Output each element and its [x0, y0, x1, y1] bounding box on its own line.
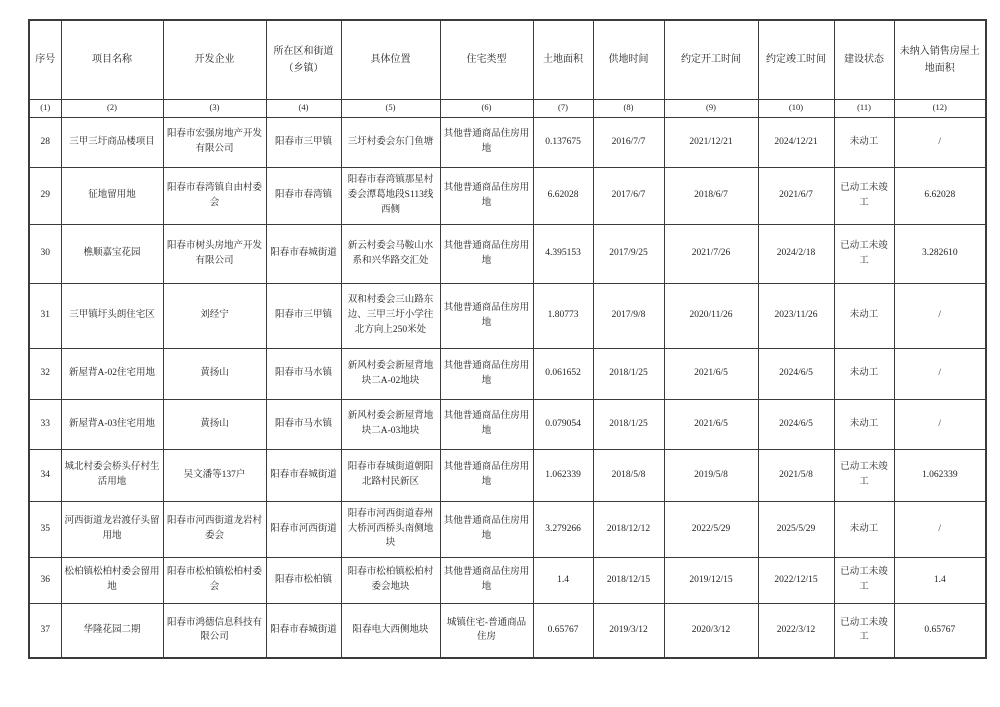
cell-location: 阳春市春城街道朝阳北路村民新区	[341, 449, 440, 501]
table-row	[29, 167, 986, 224]
cell-agreed-completion-date: 2022/3/12	[758, 603, 834, 658]
cell-housing-type: 其他普通商品住房用地	[440, 449, 533, 501]
cell-seq: 34	[29, 449, 61, 501]
cell-housing-type: 其他普通商品住房用地	[440, 224, 533, 283]
cell-unsold-land-area: 6.62028	[894, 167, 986, 224]
cell-developer: 阳春市春湾镇自由村委会	[163, 167, 266, 224]
table-row	[29, 603, 986, 658]
cell-construction-status: 已动工未竣工	[834, 557, 894, 603]
cell-unsold-land-area: 1.4	[894, 557, 986, 603]
cell-land-area: 0.137675	[533, 117, 593, 167]
cell-seq: 37	[29, 603, 61, 658]
cell-project-name: 三甲三圩商品楼项目	[61, 117, 163, 167]
cell-district-street: 阳春市春湾镇	[266, 167, 341, 224]
column-number: (10)	[758, 99, 834, 117]
cell-location: 阳春电大西侧地块	[341, 603, 440, 658]
cell-land-area: 3.279266	[533, 501, 593, 557]
cell-seq: 36	[29, 557, 61, 603]
cell-housing-type: 城镇住宅-普通商品住房	[440, 603, 533, 658]
cell-seq: 29	[29, 167, 61, 224]
cell-project-name: 新屋背A-02住宅用地	[61, 348, 163, 399]
cell-seq: 33	[29, 399, 61, 449]
cell-agreed-start-date: 2020/3/12	[664, 603, 758, 658]
cell-land-area: 4.395153	[533, 224, 593, 283]
cell-construction-status: 已动工未竣工	[834, 224, 894, 283]
header-developer: 开发企业	[163, 20, 266, 99]
cell-agreed-completion-date: 2024/6/5	[758, 399, 834, 449]
header-supply-date: 供地时间	[593, 20, 664, 99]
cell-location: 阳春市松柏镇松柏村委会地块	[341, 557, 440, 603]
cell-location: 三圩村委会东门鱼塘	[341, 117, 440, 167]
cell-seq: 35	[29, 501, 61, 557]
cell-construction-status: 已动工未竣工	[834, 167, 894, 224]
cell-agreed-completion-date: 2024/12/21	[758, 117, 834, 167]
cell-construction-status: 未动工	[834, 399, 894, 449]
cell-agreed-start-date: 2019/5/8	[664, 449, 758, 501]
cell-construction-status: 未动工	[834, 501, 894, 557]
cell-developer: 阳春市树头房地产开发有限公司	[163, 224, 266, 283]
table-row	[29, 399, 986, 449]
cell-housing-type: 其他普通商品住房用地	[440, 557, 533, 603]
cell-agreed-completion-date: 2021/5/8	[758, 449, 834, 501]
column-number: (4)	[266, 99, 341, 117]
column-number: (7)	[533, 99, 593, 117]
header-agreed-start-date: 约定开工时间	[664, 20, 758, 99]
cell-agreed-completion-date: 2024/2/18	[758, 224, 834, 283]
cell-agreed-start-date: 2021/7/26	[664, 224, 758, 283]
cell-housing-type: 其他普通商品住房用地	[440, 399, 533, 449]
cell-developer: 刘经宁	[163, 283, 266, 348]
cell-unsold-land-area: /	[894, 283, 986, 348]
cell-land-area: 1.80773	[533, 283, 593, 348]
header-project-name: 项目名称	[61, 20, 163, 99]
cell-district-street: 阳春市春城街道	[266, 603, 341, 658]
header-location: 具体位置	[341, 20, 440, 99]
cell-supply-date: 2018/12/15	[593, 557, 664, 603]
cell-supply-date: 2018/1/25	[593, 399, 664, 449]
cell-land-area: 0.65767	[533, 603, 593, 658]
cell-project-name: 城北村委会桥头仔村生活用地	[61, 449, 163, 501]
cell-land-area: 0.061652	[533, 348, 593, 399]
cell-housing-type: 其他普通商品住房用地	[440, 348, 533, 399]
cell-project-name: 新屋背A-03住宅用地	[61, 399, 163, 449]
cell-district-street: 阳春市三甲镇	[266, 117, 341, 167]
column-number: (2)	[61, 99, 163, 117]
cell-unsold-land-area: /	[894, 117, 986, 167]
header-seq: 序号	[29, 20, 61, 99]
cell-project-name: 华隆花园二期	[61, 603, 163, 658]
table-body	[29, 117, 986, 658]
cell-project-name: 征地留用地	[61, 167, 163, 224]
cell-location: 阳春市河西街道春州大桥河西桥头南侧地块	[341, 501, 440, 557]
cell-housing-type: 其他普通商品住房用地	[440, 117, 533, 167]
header-agreed-completion-date: 约定竣工时间	[758, 20, 834, 99]
column-number: (3)	[163, 99, 266, 117]
table-row	[29, 224, 986, 283]
header-unsold-land-area: 未纳入销售房屋土地面积	[894, 20, 986, 99]
cell-location: 新风村委会新屋背地块二A-02地块	[341, 348, 440, 399]
cell-housing-type: 其他普通商品住房用地	[440, 167, 533, 224]
cell-supply-date: 2017/9/8	[593, 283, 664, 348]
cell-agreed-start-date: 2021/6/5	[664, 348, 758, 399]
cell-location: 新风村委会新屋背地块二A-03地块	[341, 399, 440, 449]
cell-seq: 28	[29, 117, 61, 167]
cell-agreed-start-date: 2021/6/5	[664, 399, 758, 449]
cell-project-name: 河西街道龙岩渡仔头留用地	[61, 501, 163, 557]
column-number: (5)	[341, 99, 440, 117]
cell-land-area: 1.062339	[533, 449, 593, 501]
cell-agreed-start-date: 2018/6/7	[664, 167, 758, 224]
cell-developer: 阳春市鸿德信息科技有限公司	[163, 603, 266, 658]
cell-construction-status: 已动工未竣工	[834, 449, 894, 501]
cell-supply-date: 2017/6/7	[593, 167, 664, 224]
cell-agreed-completion-date: 2021/6/7	[758, 167, 834, 224]
cell-supply-date: 2018/1/25	[593, 348, 664, 399]
cell-developer: 阳春市河西街道龙岩村委会	[163, 501, 266, 557]
header-district-street: 所在区和街道（乡镇）	[266, 20, 341, 99]
cell-land-area: 1.4	[533, 557, 593, 603]
column-number-row	[29, 99, 986, 117]
table-row	[29, 449, 986, 501]
column-number: (1)	[29, 99, 61, 117]
cell-seq: 30	[29, 224, 61, 283]
cell-supply-date: 2019/3/12	[593, 603, 664, 658]
cell-district-street: 阳春市春城街道	[266, 224, 341, 283]
table-row	[29, 348, 986, 399]
table-row	[29, 501, 986, 557]
table-row	[29, 117, 986, 167]
cell-location: 阳春市春湾镇那星村委会潭葛地段S113线西侧	[341, 167, 440, 224]
table-row	[29, 283, 986, 348]
cell-developer: 阳春市松柏镇松柏村委会	[163, 557, 266, 603]
cell-project-name: 松柏镇松柏村委会留用地	[61, 557, 163, 603]
cell-agreed-start-date: 2022/5/29	[664, 501, 758, 557]
column-number: (11)	[834, 99, 894, 117]
cell-unsold-land-area: /	[894, 399, 986, 449]
cell-district-street: 阳春市春城街道	[266, 449, 341, 501]
cell-seq: 31	[29, 283, 61, 348]
cell-district-street: 阳春市马水镇	[266, 348, 341, 399]
cell-agreed-completion-date: 2023/11/26	[758, 283, 834, 348]
cell-land-area: 6.62028	[533, 167, 593, 224]
cell-construction-status: 未动工	[834, 117, 894, 167]
cell-construction-status: 未动工	[834, 283, 894, 348]
cell-agreed-completion-date: 2022/12/15	[758, 557, 834, 603]
cell-district-street: 阳春市河西街道	[266, 501, 341, 557]
cell-project-name: 樵顺嘉宝花园	[61, 224, 163, 283]
cell-supply-date: 2018/12/12	[593, 501, 664, 557]
cell-unsold-land-area: 1.062339	[894, 449, 986, 501]
cell-construction-status: 已动工未竣工	[834, 603, 894, 658]
cell-agreed-start-date: 2021/12/21	[664, 117, 758, 167]
cell-housing-type: 其他普通商品住房用地	[440, 283, 533, 348]
cell-developer: 吴文潘等137户	[163, 449, 266, 501]
column-number: (9)	[664, 99, 758, 117]
cell-developer: 黄扬山	[163, 348, 266, 399]
header-land-area: 土地面积	[533, 20, 593, 99]
table-header-row	[29, 20, 986, 99]
land-projects-table	[28, 19, 987, 659]
cell-unsold-land-area: /	[894, 501, 986, 557]
cell-supply-date: 2016/7/7	[593, 117, 664, 167]
cell-supply-date: 2017/9/25	[593, 224, 664, 283]
cell-unsold-land-area: 3.282610	[894, 224, 986, 283]
cell-agreed-start-date: 2019/12/15	[664, 557, 758, 603]
cell-location: 双和村委会三山路东边、三甲三圩小学往北方向上250米处	[341, 283, 440, 348]
header-housing-type: 住宅类型	[440, 20, 533, 99]
cell-seq: 32	[29, 348, 61, 399]
header-construction-status: 建设状态	[834, 20, 894, 99]
column-number: (12)	[894, 99, 986, 117]
cell-district-street: 阳春市三甲镇	[266, 283, 341, 348]
cell-project-name: 三甲镇圩头朗住宅区	[61, 283, 163, 348]
table-header	[29, 20, 986, 117]
table-row	[29, 557, 986, 603]
column-number: (6)	[440, 99, 533, 117]
cell-land-area: 0.079054	[533, 399, 593, 449]
cell-unsold-land-area: /	[894, 348, 986, 399]
cell-developer: 阳春市宏强房地产开发有限公司	[163, 117, 266, 167]
cell-developer: 黄扬山	[163, 399, 266, 449]
cell-agreed-completion-date: 2024/6/5	[758, 348, 834, 399]
cell-district-street: 阳春市松柏镇	[266, 557, 341, 603]
column-number: (8)	[593, 99, 664, 117]
cell-agreed-start-date: 2020/11/26	[664, 283, 758, 348]
cell-agreed-completion-date: 2025/5/29	[758, 501, 834, 557]
cell-construction-status: 未动工	[834, 348, 894, 399]
cell-district-street: 阳春市马水镇	[266, 399, 341, 449]
cell-location: 新云村委会马鞍山水系和兴华路交汇处	[341, 224, 440, 283]
cell-supply-date: 2018/5/8	[593, 449, 664, 501]
cell-unsold-land-area: 0.65767	[894, 603, 986, 658]
cell-housing-type: 其他普通商品住房用地	[440, 501, 533, 557]
